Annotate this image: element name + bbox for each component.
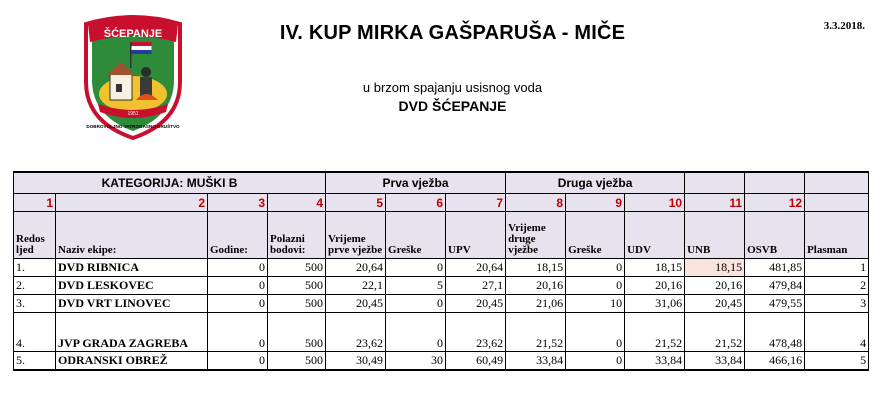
table-row	[14, 352, 869, 371]
logo-year: 1951	[127, 111, 139, 117]
cell-age: 0	[208, 313, 268, 352]
col-number: 10	[625, 194, 685, 212]
cell-time-second: 20,16	[506, 277, 566, 295]
results-table	[13, 171, 869, 371]
cell-position: 2.	[14, 277, 56, 295]
col-number: 11	[685, 194, 745, 212]
col-number: 2	[56, 194, 208, 212]
cell-start-points: 500	[268, 352, 326, 371]
cell-udv: 18,15	[625, 259, 685, 277]
col-number: 9	[566, 194, 625, 212]
cell-unb: 20,16	[685, 277, 745, 295]
table-row	[14, 313, 869, 352]
cell-errors-second: 0	[566, 313, 625, 352]
cell-team: DVD RIBNICA	[56, 259, 208, 277]
column-number-row	[14, 194, 869, 212]
cell-place: 3	[805, 295, 869, 313]
cell-time-first: 23,62	[326, 313, 386, 352]
cell-position: 3.	[14, 295, 56, 313]
column-header-row	[14, 212, 869, 259]
cell-errors-first: 5	[386, 277, 446, 295]
page-title: IV. KUP MIRKA GAŠPARUŠA - MIČE	[279, 22, 626, 44]
cell-errors-first: 30	[386, 352, 446, 371]
col-number: 4	[268, 194, 326, 212]
cell-errors-first: 0	[386, 259, 446, 277]
col-number: 12	[745, 194, 805, 212]
cell-time-second: 33,84	[506, 352, 566, 371]
category-label: KATEGORIJA: MUŠKI B	[14, 172, 326, 194]
cell-team: DVD LESKOVEC	[56, 277, 208, 295]
cell-team: JVP GRADA ZAGREBA	[56, 313, 208, 352]
header-blank-cell	[685, 172, 745, 194]
table-row	[14, 259, 869, 277]
cell-errors-second: 0	[566, 352, 625, 371]
cell-udv: 33,84	[625, 352, 685, 371]
col-header-time-first: Vrijeme prve vježbe	[326, 212, 386, 259]
cell-errors-second: 0	[566, 277, 625, 295]
cell-upv: 23,62	[446, 313, 506, 352]
table-header-group-row	[14, 172, 869, 194]
logo-name: ŠĆEPANJE	[103, 28, 163, 40]
col-header-place: Plasman	[805, 212, 869, 259]
event-subtitle: u brzom spajanju usisnog voda	[362, 80, 543, 95]
logo-caption: DOBROVOLJNO VATROGASNO DRUŠTVO	[86, 124, 180, 129]
cell-udv: 21,52	[625, 313, 685, 352]
cell-age: 0	[208, 295, 268, 313]
header-blank-cell	[805, 172, 869, 194]
col-header-age: Godine:	[208, 212, 268, 259]
cell-start-points: 500	[268, 259, 326, 277]
cell-osvb: 479,55	[745, 295, 805, 313]
cell-age: 0	[208, 259, 268, 277]
cell-udv: 31,06	[625, 295, 685, 313]
cell-place: 4	[805, 313, 869, 352]
cell-unb: 18,15	[685, 259, 745, 277]
cell-position: 4.	[14, 313, 56, 352]
cell-unb: 33,84	[685, 352, 745, 371]
cell-upv: 20,45	[446, 295, 506, 313]
table-row	[14, 277, 869, 295]
cell-time-second: 21,52	[506, 313, 566, 352]
cell-start-points: 500	[268, 277, 326, 295]
cell-upv: 20,64	[446, 259, 506, 277]
cell-time-first: 20,45	[326, 295, 386, 313]
cell-osvb: 478,48	[745, 313, 805, 352]
col-header-team: Naziv ekipe:	[56, 212, 208, 259]
cell-unb: 20,45	[685, 295, 745, 313]
cell-osvb: 481,85	[745, 259, 805, 277]
col-header-errors-first: Greške	[386, 212, 446, 259]
header-blank-cell	[745, 172, 805, 194]
second-exercise-label: Druga vježba	[506, 172, 685, 194]
cell-osvb: 479,84	[745, 277, 805, 295]
fire-brigade-emblem-icon	[80, 12, 186, 140]
col-header-time-second: Vrijeme druge vježbe	[506, 212, 566, 259]
col-header-position: Redos ljed	[14, 212, 56, 259]
cell-upv: 60,49	[446, 352, 506, 371]
col-header-errors-second: Greške	[566, 212, 625, 259]
cell-errors-second: 10	[566, 295, 625, 313]
cell-position: 5.	[14, 352, 56, 371]
cell-time-second: 18,15	[506, 259, 566, 277]
first-exercise-label: Prva vježba	[326, 172, 506, 194]
cell-upv: 27,1	[446, 277, 506, 295]
cell-unb: 21,52	[685, 313, 745, 352]
col-header-upv: UPV	[446, 212, 506, 259]
cell-time-first: 22,1	[326, 277, 386, 295]
col-number: 1	[14, 194, 56, 212]
cell-errors-first: 0	[386, 313, 446, 352]
cell-place: 1	[805, 259, 869, 277]
cell-position: 1.	[14, 259, 56, 277]
cell-place: 5	[805, 352, 869, 371]
cell-start-points: 500	[268, 295, 326, 313]
cell-team: ODRANSKI OBREŽ	[56, 352, 208, 371]
cell-time-first: 30,49	[326, 352, 386, 371]
col-header-udv: UDV	[625, 212, 685, 259]
col-header-unb: UNB	[685, 212, 745, 259]
table-row	[14, 295, 869, 313]
host-name: DVD ŠĆEPANJE	[398, 98, 507, 114]
col-number: 5	[326, 194, 386, 212]
cell-osvb: 466,16	[745, 352, 805, 371]
cell-errors-second: 0	[566, 259, 625, 277]
cell-time-second: 21,06	[506, 295, 566, 313]
col-number: 7	[446, 194, 506, 212]
cell-errors-first: 0	[386, 295, 446, 313]
col-number: 8	[506, 194, 566, 212]
cell-age: 0	[208, 277, 268, 295]
cell-start-points: 500	[268, 313, 326, 352]
cell-age: 0	[208, 352, 268, 371]
cell-udv: 20,16	[625, 277, 685, 295]
col-number: 3	[208, 194, 268, 212]
cell-time-first: 20,64	[326, 259, 386, 277]
col-number: 6	[386, 194, 446, 212]
event-date: 3.3.2018.	[823, 20, 865, 32]
col-number-blank	[805, 194, 869, 212]
cell-team: DVD VRT LINOVEC	[56, 295, 208, 313]
col-header-osvb: OSVB	[745, 212, 805, 259]
col-header-start-points: Polazni bodovi:	[268, 212, 326, 259]
cell-place: 2	[805, 277, 869, 295]
